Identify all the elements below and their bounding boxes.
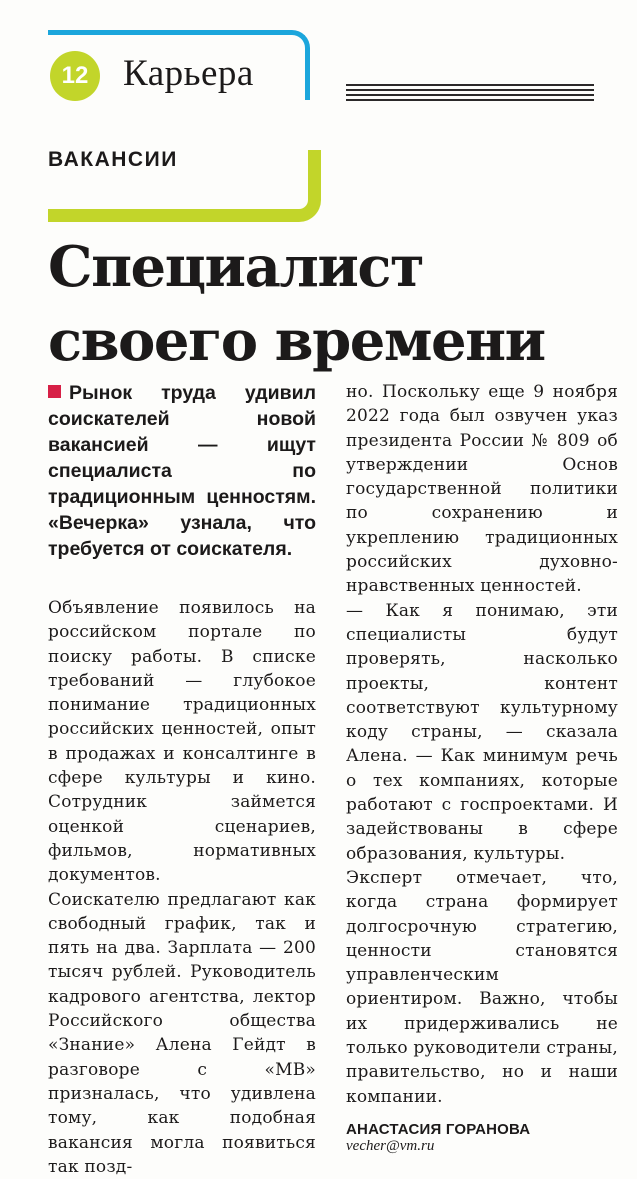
body-paragraph: — Как я понимаю, эти специалисты будут проверять, насколько проекты, контент соответствуют культурному коду страны, — сказала Алена. — Как минимум речь о тех компаниях, которые работают с госпроектами. И задействованы в сфере образования, культуры.: [346, 600, 618, 864]
header-rules: [346, 84, 594, 104]
headline-line-2: своего времени: [48, 308, 545, 374]
lead-text: Рынок труда удивил соискателей новой вакансией — ищут специалиста по традиционным ценностям. «Вечерка» узнала, что требуется от соискателя.: [48, 382, 316, 560]
lead-paragraph: [48, 380, 316, 562]
body-left: [48, 596, 316, 1179]
headline-line-1: Специалист: [48, 234, 424, 300]
body-paragraph: Соискателю предлагают как свободный график, так и пять на два. Зарплата — 200 тысяч рублей. Руководитель кадрового агентства, лектор Российского общества «Знание» Алена Гейдт в разговоре с «МВ» призналась, что удивлена тому, как подобная вакансия могла появиться так позд-: [48, 889, 316, 1177]
body-paragraph: Объявление появилось на российском портале по поиску работы. В списке требований — глубокое понимание традиционных российских ценностей, опыт в продажах и консалтинге в сфере культуры и кино. Сотрудник займется оценкой сценариев, фильмов, нормативных документов.: [48, 598, 316, 886]
author-email[interactable]: vecher@vm.ru: [346, 1137, 435, 1154]
body-paragraph: но. Поскольку еще 9 ноября 2022 года был озвучен указ президента России № 809 об утверждении Основ государственной политики по сохранению и укреплению традиционных российских духовно-нравственных ценностей.: [346, 382, 618, 597]
body-paragraph: Эксперт отмечает, что, когда страна формирует долгосрочную стратегию, ценности становятся управленческим ориентиром. Важно, чтобы их придерживались не только руководители страны, правительство, но и наши компании.: [346, 867, 618, 1107]
column-left: [48, 380, 316, 1179]
lead-marker: [48, 385, 61, 398]
rubric-label: ВАКАНСИИ: [48, 148, 178, 171]
headline: [48, 230, 618, 378]
page-number-badge: 12: [50, 51, 100, 101]
body-right: [346, 380, 618, 1109]
column-right: [346, 380, 618, 1155]
author-name: АНАСТАСИЯ ГОРАНОВА: [346, 1120, 531, 1138]
section-title: Карьера: [123, 53, 254, 94]
